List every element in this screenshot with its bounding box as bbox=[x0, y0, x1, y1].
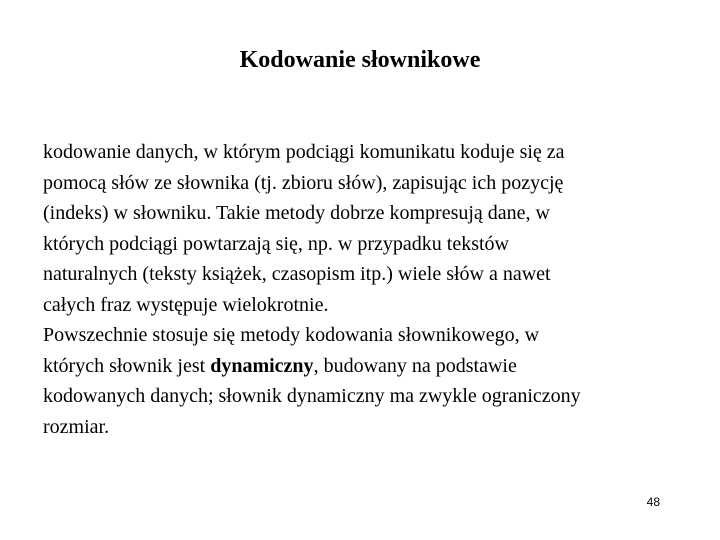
text-line: kodowanie danych, w którym podciągi komunikatu koduje się za bbox=[43, 141, 565, 163]
text-line: rozmiar. bbox=[43, 415, 110, 438]
slide-title: Kodowanie słownikowe bbox=[239, 47, 481, 73]
definition-paragraph bbox=[43, 137, 693, 320]
text-line: których podciągi powtarzają się, np. w przypadku tekstów bbox=[43, 232, 509, 255]
emphasized-term: dynamiczny bbox=[210, 354, 314, 377]
text-line: naturalnych (teksty książek, czasopism itp.) wiele słów a nawet bbox=[43, 263, 551, 285]
text-line: kodowanych danych; słownik dynamiczny ma zwykle ograniczony bbox=[43, 385, 581, 407]
page-number: 48 bbox=[646, 495, 660, 509]
text-line: pomocą słów ze słownika (tj. zbioru słów), zapisując ich pozycję bbox=[43, 171, 564, 194]
text-fragment: , budowany na podstawie bbox=[313, 354, 517, 377]
text-line: Powszechnie stosuje się metody kodowania słownikowego, w bbox=[43, 324, 540, 346]
text-line: (indeks) w słowniku. Takie metody dobrze kompresują dane, w bbox=[43, 202, 551, 224]
dynamic-dictionary-paragraph bbox=[43, 320, 693, 442]
text-line: całych fraz występuje wielokrotnie. bbox=[43, 293, 329, 316]
text-fragment: których słownik jest bbox=[43, 354, 211, 377]
